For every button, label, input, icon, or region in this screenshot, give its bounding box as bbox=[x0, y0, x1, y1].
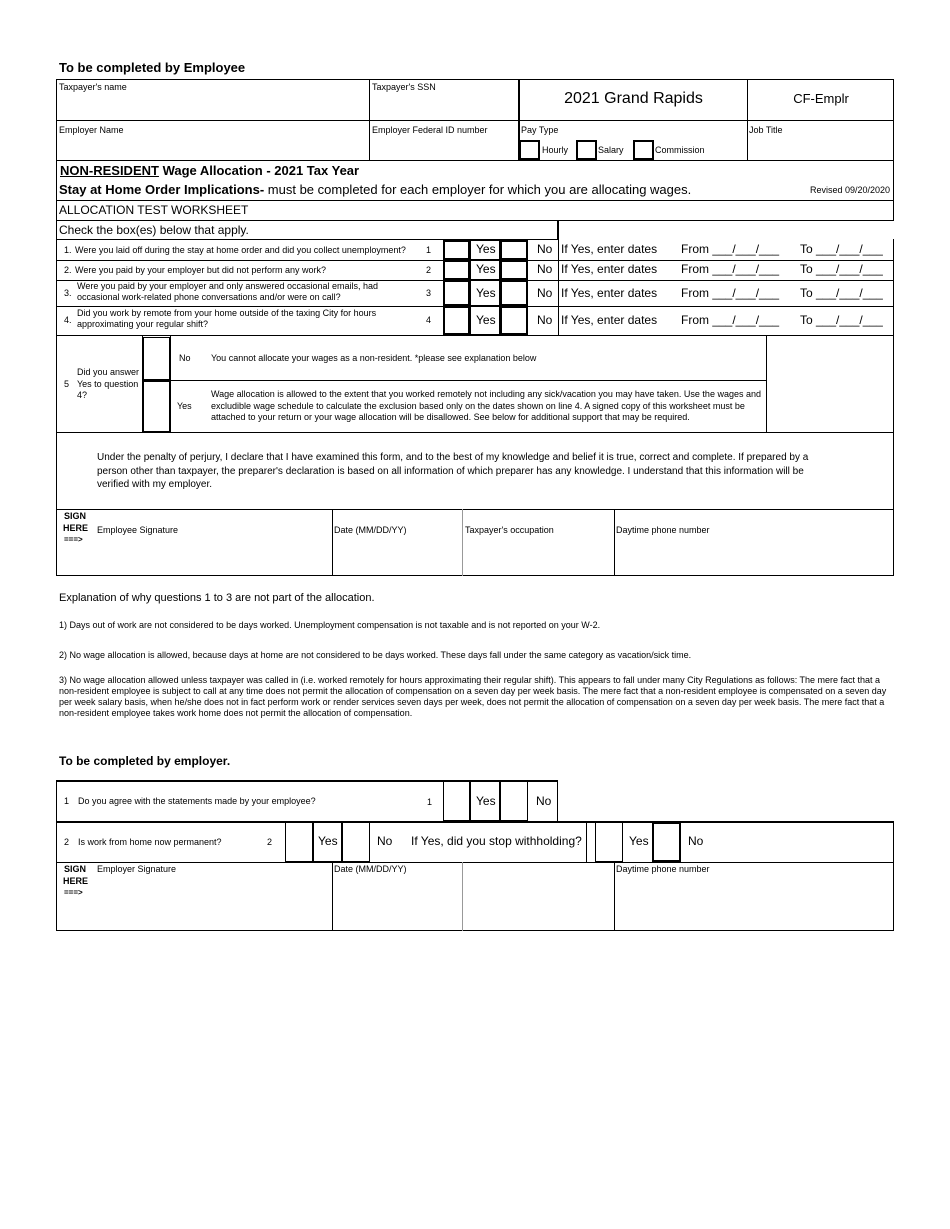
q3-yes-label: Yes bbox=[476, 286, 496, 300]
q2-yes-checkbox[interactable] bbox=[443, 260, 470, 280]
q3-number: 3. bbox=[64, 288, 72, 298]
q2-yes-label: Yes bbox=[476, 262, 496, 276]
worksheet-instruction: Check the box(es) below that apply. bbox=[59, 223, 249, 237]
taxpayer-ssn-label: Taxpayer's SSN bbox=[372, 82, 436, 92]
job-title-label: Job Title bbox=[749, 125, 783, 135]
employer-sign-arrow: ===> bbox=[64, 888, 83, 897]
explanation-item-3: 3) No wage allocation allowed unless taxpayer was called in (i.e. worked remotely for hours approximating their regular shift). This appears to fall under many City Regulations as follows: The mere fact that a non-resident employee is subject to call at any time does not permit the allocation of compensation on a seven day per week basis. The mere fact that a non-resident employee is compensated on a seven day per week salary basis, when he/she does not in fact perform work or render services seven days per week, does not permit the allocation of compensation on a seven day per week basis. The mere fact that a non-resident employee takes work home does not permit the allocation of compensation. bbox=[59, 675, 887, 718]
sign-arrow: ===> bbox=[64, 535, 83, 544]
q2-number: 2. bbox=[64, 265, 72, 275]
revised-date: Revised 09/20/2020 bbox=[810, 185, 891, 195]
employer-sign-word: SIGN bbox=[64, 864, 87, 874]
q5-label-line2: Yes to question bbox=[77, 379, 139, 389]
q1-no-label: No bbox=[537, 242, 553, 256]
employer-q2-yes-checkbox[interactable] bbox=[285, 822, 313, 862]
pay-type-commission-checkbox[interactable] bbox=[633, 140, 654, 160]
withholding-question: If Yes, did you stop withholding? bbox=[411, 834, 582, 848]
q4-no-checkbox[interactable] bbox=[500, 306, 528, 335]
q3-from-date[interactable]: From ___/___/___ bbox=[681, 286, 780, 300]
q5-no-checkbox[interactable] bbox=[143, 337, 170, 380]
employer-section-heading: To be completed by employer. bbox=[59, 754, 231, 768]
withholding-no-label: No bbox=[688, 834, 704, 848]
employer-q1-yes-label: Yes bbox=[476, 794, 496, 808]
employer-q2-line-number: 2 bbox=[267, 837, 273, 847]
employer-q1-text: Do you agree with the statements made by your employee? bbox=[78, 796, 316, 806]
q1-if-yes-label: If Yes, enter dates bbox=[561, 242, 658, 256]
pay-type-salary-checkbox[interactable] bbox=[576, 140, 597, 160]
q1-text: Were you laid off during the stay at home order and did you collect unemployment? bbox=[75, 245, 406, 255]
employee-date-field[interactable] bbox=[333, 510, 461, 575]
sign-word: SIGN bbox=[64, 511, 87, 521]
q4-to-date[interactable]: To ___/___/___ bbox=[800, 313, 883, 327]
employer-phone-label: Daytime phone number bbox=[616, 864, 710, 874]
employer-fein-label: Employer Federal ID number bbox=[372, 125, 488, 135]
explanation-heading: Explanation of why questions 1 to 3 are not part of the allocation. bbox=[59, 592, 375, 604]
employer-q2-text: Is work from home now permanent? bbox=[78, 837, 222, 847]
q4-line-number: 4 bbox=[426, 315, 432, 325]
form-title bbox=[60, 164, 359, 179]
q2-to-date[interactable]: To ___/___/___ bbox=[800, 262, 883, 276]
perjury-declaration: Under the penalty of perjury, I declare that I have examined this form, and to the best of my knowledge and belief it is true, correct and complete. If prepared by a person other than taxpayer, the preparer's declaration is based on all information of which preparer has any knowledge. I understand that this information will be verified with my employer. bbox=[97, 452, 809, 490]
q3-to-date[interactable]: To ___/___/___ bbox=[800, 286, 883, 300]
subtitle-bold: Stay at Home Order Implications- bbox=[59, 182, 265, 197]
q5-yes-text: Wage allocation is allowed to the extent that you worked remotely not including any sick/vacation you may have taken. Use the wages and excludible wage schedule to calculate the exclusion based only on the dates shown on line 4. A signed copy of this worksheet must be attached to your return or your wage allocation will be disallowed. See below for additional support that may be required. bbox=[211, 389, 761, 422]
employer-q1-number: 1 bbox=[64, 796, 70, 806]
employer-blank-field[interactable] bbox=[463, 863, 613, 930]
taxpayer-name-label: Taxpayer's name bbox=[59, 82, 127, 92]
employer-date-label: Date (MM/DD/YY) bbox=[334, 864, 407, 874]
q5-yes-checkbox[interactable] bbox=[143, 381, 170, 432]
employee-signature-field[interactable] bbox=[92, 510, 331, 575]
worksheet-heading: ALLOCATION TEST WORKSHEET bbox=[59, 203, 249, 217]
employer-q2-no-label: No bbox=[377, 834, 393, 848]
employer-here-word: HERE bbox=[63, 876, 89, 886]
q5-number: 5 bbox=[64, 379, 70, 389]
withholding-yes-label: Yes bbox=[629, 834, 649, 848]
q1-line-number: 1 bbox=[426, 245, 432, 255]
pay-type-salary-label: Salary bbox=[598, 145, 624, 155]
q1-yes-label: Yes bbox=[476, 242, 496, 256]
q4-from-date[interactable]: From ___/___/___ bbox=[681, 313, 780, 327]
q3-no-label: No bbox=[537, 286, 553, 300]
employee-phone-field[interactable] bbox=[615, 510, 893, 575]
form-subtitle bbox=[59, 183, 691, 198]
employer-q1-no-label: No bbox=[536, 794, 552, 808]
withholding-yes-checkbox[interactable] bbox=[595, 822, 623, 862]
q1-yes-checkbox[interactable] bbox=[443, 240, 470, 260]
q1-no-checkbox[interactable] bbox=[500, 240, 528, 260]
q3-if-yes-label: If Yes, enter dates bbox=[561, 286, 658, 300]
employer-signature-label: Employer Signature bbox=[97, 864, 177, 874]
employer-q2-no-checkbox[interactable] bbox=[342, 822, 370, 862]
q5-label-line3: 4? bbox=[77, 390, 88, 400]
employee-date-label: Date (MM/DD/YY) bbox=[334, 525, 407, 535]
employer-q1-yes-checkbox[interactable] bbox=[443, 781, 470, 821]
occupation-label: Taxpayer's occupation bbox=[465, 525, 554, 535]
q4-yes-label: Yes bbox=[476, 313, 496, 327]
occupation-field[interactable] bbox=[463, 510, 613, 575]
employer-name-label: Employer Name bbox=[59, 125, 124, 135]
withholding-no-checkbox[interactable] bbox=[652, 822, 681, 862]
form-code: CF-Emplr bbox=[793, 91, 849, 106]
employer-q1-line-number: 1 bbox=[427, 797, 433, 807]
q5-no-text: You cannot allocate your wages as a non-resident. *please see explanation below bbox=[211, 353, 537, 363]
q3-yes-checkbox[interactable] bbox=[443, 280, 470, 306]
q2-if-yes-label: If Yes, enter dates bbox=[561, 262, 658, 276]
pay-type-commission-label: Commission bbox=[655, 145, 705, 155]
explanation-item-1: 1) Days out of work are not considered to be days worked. Unemployment compensation is not taxable and is not reported on your W-2. bbox=[59, 620, 601, 630]
employer-q2-yes-label: Yes bbox=[318, 834, 338, 848]
q1-number: 1. bbox=[64, 245, 72, 255]
q4-number: 4. bbox=[64, 315, 72, 325]
q1-to-date[interactable]: To ___/___/___ bbox=[800, 242, 883, 256]
q3-no-checkbox[interactable] bbox=[500, 280, 528, 306]
pay-type-hourly-label: Hourly bbox=[542, 145, 569, 155]
q5-label-line1: Did you answer bbox=[77, 367, 140, 377]
q1-from-date[interactable]: From ___/___/___ bbox=[681, 242, 780, 256]
q2-no-checkbox[interactable] bbox=[500, 260, 528, 280]
q4-if-yes-label: If Yes, enter dates bbox=[561, 313, 658, 327]
explanation-item-2: 2) No wage allocation is allowed, because days at home are not considered to be days worked. These days fall under the same category as vacation/sick time. bbox=[59, 650, 692, 660]
q2-no-label: No bbox=[537, 262, 553, 276]
employee-signature-label: Employee Signature bbox=[97, 525, 179, 535]
q4-no-label: No bbox=[537, 313, 553, 327]
q2-from-date[interactable]: From ___/___/___ bbox=[681, 262, 780, 276]
here-word: HERE bbox=[63, 523, 89, 533]
q2-line-number: 2 bbox=[426, 265, 432, 275]
form-year-city: 2021 Grand Rapids bbox=[564, 90, 703, 107]
q4-text: Did you work by remote from your home outside of the taxing City for hours approximating your regular shift? bbox=[77, 308, 377, 329]
pay-type-hourly-checkbox[interactable] bbox=[519, 140, 540, 160]
nonresident-word: NON-RESIDENT bbox=[60, 163, 159, 178]
employee-section-heading: To be completed by Employee bbox=[59, 60, 246, 75]
form-title-rest: Wage Allocation - 2021 Tax Year bbox=[158, 163, 360, 178]
employer-q1-no-checkbox[interactable] bbox=[500, 781, 528, 821]
q5-yes-label: Yes bbox=[177, 401, 192, 411]
q4-yes-checkbox[interactable] bbox=[443, 306, 470, 335]
q5-no-label: No bbox=[179, 353, 191, 363]
q3-line-number: 3 bbox=[426, 288, 432, 298]
q2-text: Were you paid by your employer but did not perform any work? bbox=[75, 265, 326, 275]
employer-q2-number: 2 bbox=[64, 837, 70, 847]
subtitle-rest: must be completed for each employer for which you are allocating wages. bbox=[264, 182, 692, 197]
q3-text: Were you paid by your employer and only answered occasional emails, had occasional work-related phone conversations and/or were on call? bbox=[77, 281, 378, 302]
pay-type-label: Pay Type bbox=[521, 125, 559, 135]
employee-phone-label: Daytime phone number bbox=[616, 525, 710, 535]
